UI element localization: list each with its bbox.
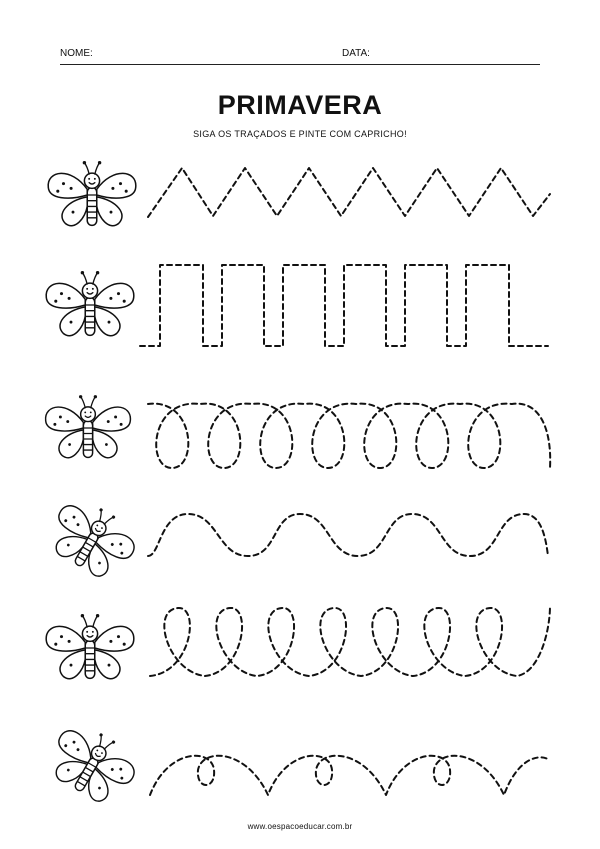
loop-trace	[148, 404, 550, 468]
wave-trace	[148, 514, 548, 556]
curl-wave-trace	[150, 756, 550, 795]
square-wave-trace	[140, 265, 548, 346]
page-title: PRIMAVERA	[217, 90, 383, 120]
date-label: DATA:	[342, 48, 370, 59]
name-label: NOME:	[60, 48, 93, 59]
website-footer: www.oespacoeducar.com.br	[247, 822, 353, 831]
butterfly-icon	[42, 716, 145, 811]
butterfly-icon	[46, 614, 134, 679]
butterfly-icon	[46, 395, 131, 458]
loop-trace	[150, 606, 550, 676]
butterfly-icon	[42, 491, 145, 586]
zigzag-trace	[148, 168, 550, 217]
page-subtitle: SIGA OS TRAÇADOS E PINTE COM CAPRICHO!	[193, 129, 407, 139]
butterfly-icon	[48, 161, 136, 226]
butterfly-icon	[46, 271, 134, 336]
